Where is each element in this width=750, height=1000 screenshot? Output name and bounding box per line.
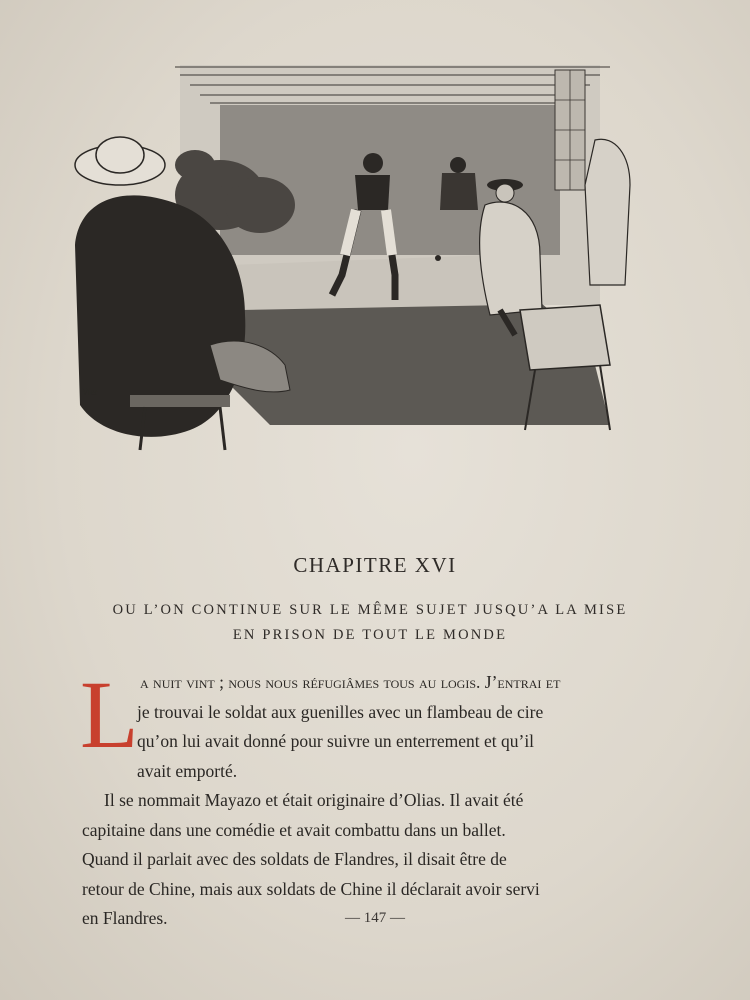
subtitle-line: EN PRISON DE TOUT LE MONDE: [232, 627, 508, 643]
body-text: [80, 661, 662, 934]
page-number: — 147 —: [345, 910, 405, 926]
text-line: capitaine dans une comédie et avait combattu dans un ballet.: [82, 819, 506, 840]
text-line: qu’on lui avait donné pour suivre un enterrement et qu’il: [137, 731, 535, 751]
text-line: a nuit vint ; nous nous réfugiâmes tous au logis. J’entrai et: [140, 672, 561, 692]
chapter-title: CHAPITRE XVI: [293, 553, 457, 577]
engraving-illustration: [70, 45, 635, 455]
text-line: retour de Chine, mais aux soldats de Chine il déclarait avoir servi: [82, 878, 540, 899]
subtitle-line: OU L’ON CONTINUE SUR LE MÊME SUJET JUSQU’A LA MISE: [112, 602, 628, 618]
text-line: en Flandres.: [82, 908, 168, 928]
drop-cap-letter: L: [80, 661, 139, 768]
text-line: avait emporté.: [137, 760, 238, 781]
text-line: Quand il parlait avec des soldats de Flandres, il disait être de: [82, 849, 507, 869]
text-line: je trouvai le soldat aux guenilles avec un flambeau de cire: [137, 701, 544, 722]
paragraph-1: [80, 661, 662, 786]
chapter-subtitle: [70, 598, 670, 648]
text-line: Il se nommait Mayazo et était originaire d’Olias. Il avait été: [104, 790, 524, 810]
illustration-signature: Vier: [82, 387, 98, 397]
